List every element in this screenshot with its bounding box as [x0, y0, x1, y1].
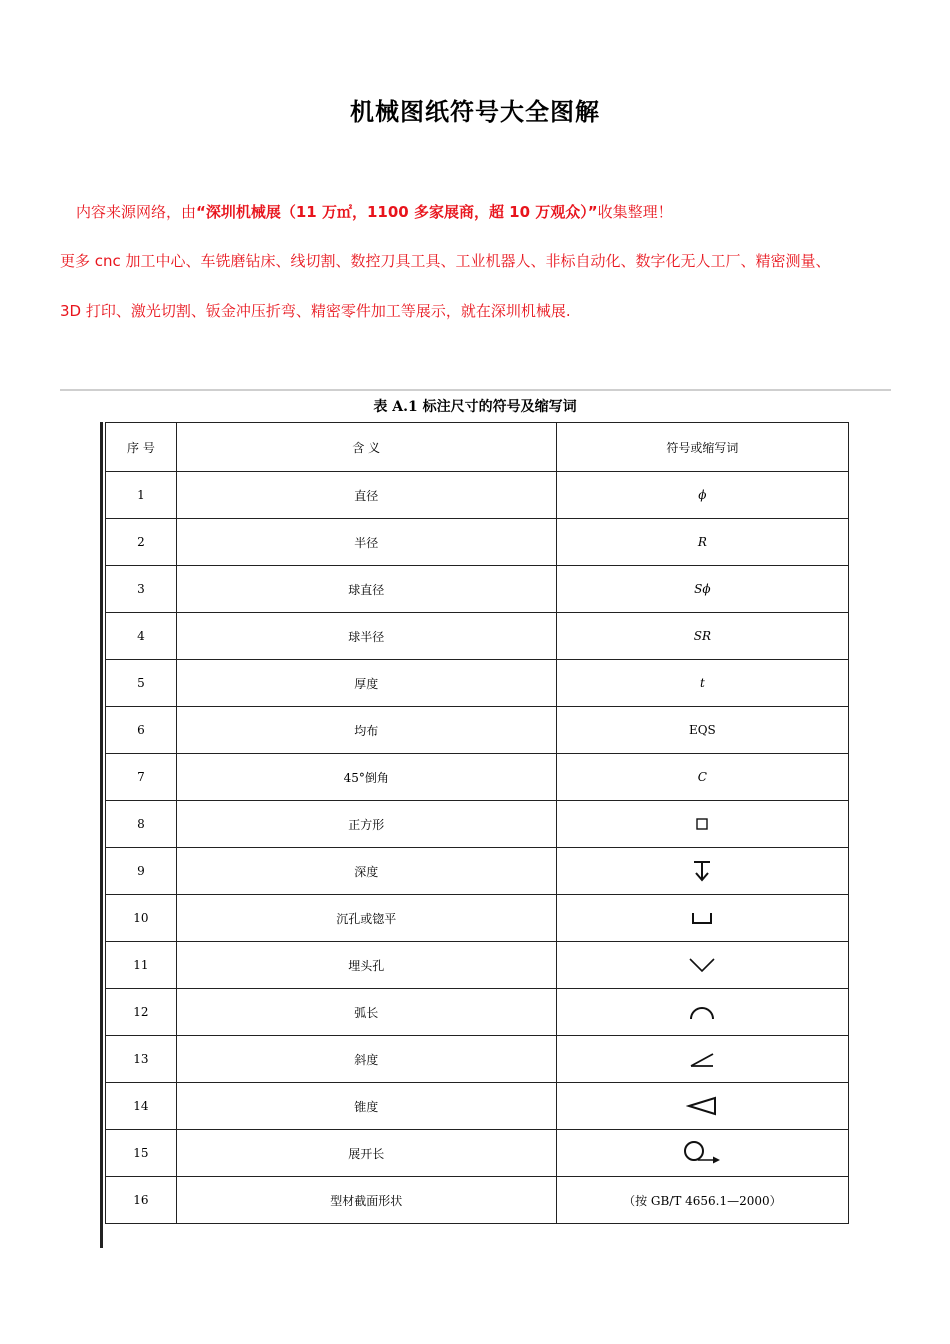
symbol-cell: [556, 1130, 848, 1177]
sphere-radius-symbol: SR: [556, 613, 848, 660]
table-caption: 表 A.1 标注尺寸的符号及缩写词: [373, 399, 577, 415]
row-no: 9: [106, 848, 177, 895]
equally-spaced-symbol: EQS: [556, 707, 848, 754]
chamfer-symbol: C: [556, 754, 848, 801]
table-row: [106, 942, 849, 989]
row-no: 4: [106, 613, 177, 660]
row-no: 3: [106, 566, 177, 613]
row-no: 11: [106, 942, 177, 989]
developed-length-icon: [682, 1138, 722, 1168]
row-meaning: 正方形: [176, 801, 556, 848]
row-meaning: 展开长: [176, 1130, 556, 1177]
symbol-cell: [556, 989, 848, 1036]
row-no: 10: [106, 895, 177, 942]
symbol-cell: [556, 801, 848, 848]
table-row: [106, 1177, 849, 1224]
sphere-diameter-symbol: Sϕ: [556, 566, 848, 613]
depth-icon: [691, 859, 713, 883]
row-meaning: 斜度: [176, 1036, 556, 1083]
row-meaning: 45°倒角: [176, 754, 556, 801]
intro-line-3: 3D 打印、激光切割、钣金冲压折弯、精密零件加工等展示，就在深圳机械展.: [60, 302, 571, 320]
row-meaning: 弧长: [176, 989, 556, 1036]
table-row: [106, 848, 849, 895]
row-meaning: 直径: [176, 472, 556, 519]
table-left-border: [100, 422, 103, 1248]
row-no: 16: [106, 1177, 177, 1224]
row-no: 15: [106, 1130, 177, 1177]
row-no: 14: [106, 1083, 177, 1130]
intro-line-2: 更多 cnc 加工中心、车铣磨钻床、线切割、数控刀具工具、工业机器人、非标自动化、数字化无人工厂、精密测量、: [60, 252, 831, 270]
divider: [60, 389, 891, 391]
header-symbol: 符号或缩写词: [556, 423, 848, 472]
intro-highlight: “深圳机械展（11 万㎡，1100 多家展商，超 10 万观众）”: [196, 203, 598, 221]
header-meaning: 含 义: [176, 423, 556, 472]
intro-prefix: 内容来源网络，由: [76, 203, 197, 221]
row-no: 8: [106, 801, 177, 848]
countersink-icon: [688, 956, 716, 974]
symbol-cell: [556, 848, 848, 895]
row-meaning: 球直径: [176, 566, 556, 613]
table-row: [106, 519, 849, 566]
table-row: [106, 801, 849, 848]
symbol-cell: [556, 1036, 848, 1083]
row-meaning: 型材截面形状: [176, 1177, 556, 1224]
table-header-row: [106, 423, 849, 472]
diameter-symbol: ϕ: [556, 472, 848, 519]
header-no: 序 号: [106, 423, 177, 472]
table-row: [106, 566, 849, 613]
radius-symbol: R: [556, 519, 848, 566]
row-meaning: 均布: [176, 707, 556, 754]
row-meaning: 埋头孔: [176, 942, 556, 989]
table-row: [106, 1036, 849, 1083]
taper-icon: [686, 1095, 718, 1117]
row-no: 5: [106, 660, 177, 707]
profile-section-reference: （按 GB/T 4656.1—2000）: [556, 1177, 848, 1224]
square-icon: [695, 817, 709, 831]
table-row: [106, 472, 849, 519]
slope-icon: [688, 1049, 716, 1069]
intro-line-1: [76, 201, 916, 222]
row-meaning: 沉孔或锪平: [176, 895, 556, 942]
table-row: [106, 989, 849, 1036]
symbol-cell: [556, 1083, 848, 1130]
row-meaning: 厚度: [176, 660, 556, 707]
row-no: 1: [106, 472, 177, 519]
intro-suffix: 收集整理！: [597, 203, 673, 221]
row-no: 13: [106, 1036, 177, 1083]
table-row: [106, 660, 849, 707]
row-meaning: 球半径: [176, 613, 556, 660]
row-meaning: 半径: [176, 519, 556, 566]
row-no: 2: [106, 519, 177, 566]
thickness-symbol: t: [556, 660, 848, 707]
arc-length-icon: [688, 1003, 716, 1021]
table-row: [106, 1083, 849, 1130]
row-no: 12: [106, 989, 177, 1036]
table-row: [106, 707, 849, 754]
table-row: [106, 895, 849, 942]
row-meaning: 锥度: [176, 1083, 556, 1130]
row-no: 6: [106, 707, 177, 754]
row-meaning: 深度: [176, 848, 556, 895]
symbols-table: [105, 422, 849, 1224]
counterbore-icon: [690, 909, 714, 927]
symbol-cell: [556, 895, 848, 942]
table-row: [106, 1130, 849, 1177]
table-row: [106, 754, 849, 801]
table-row: [106, 613, 849, 660]
row-no: 7: [106, 754, 177, 801]
page-title: 机械图纸符号大全图解: [350, 98, 600, 126]
symbol-cell: [556, 942, 848, 989]
